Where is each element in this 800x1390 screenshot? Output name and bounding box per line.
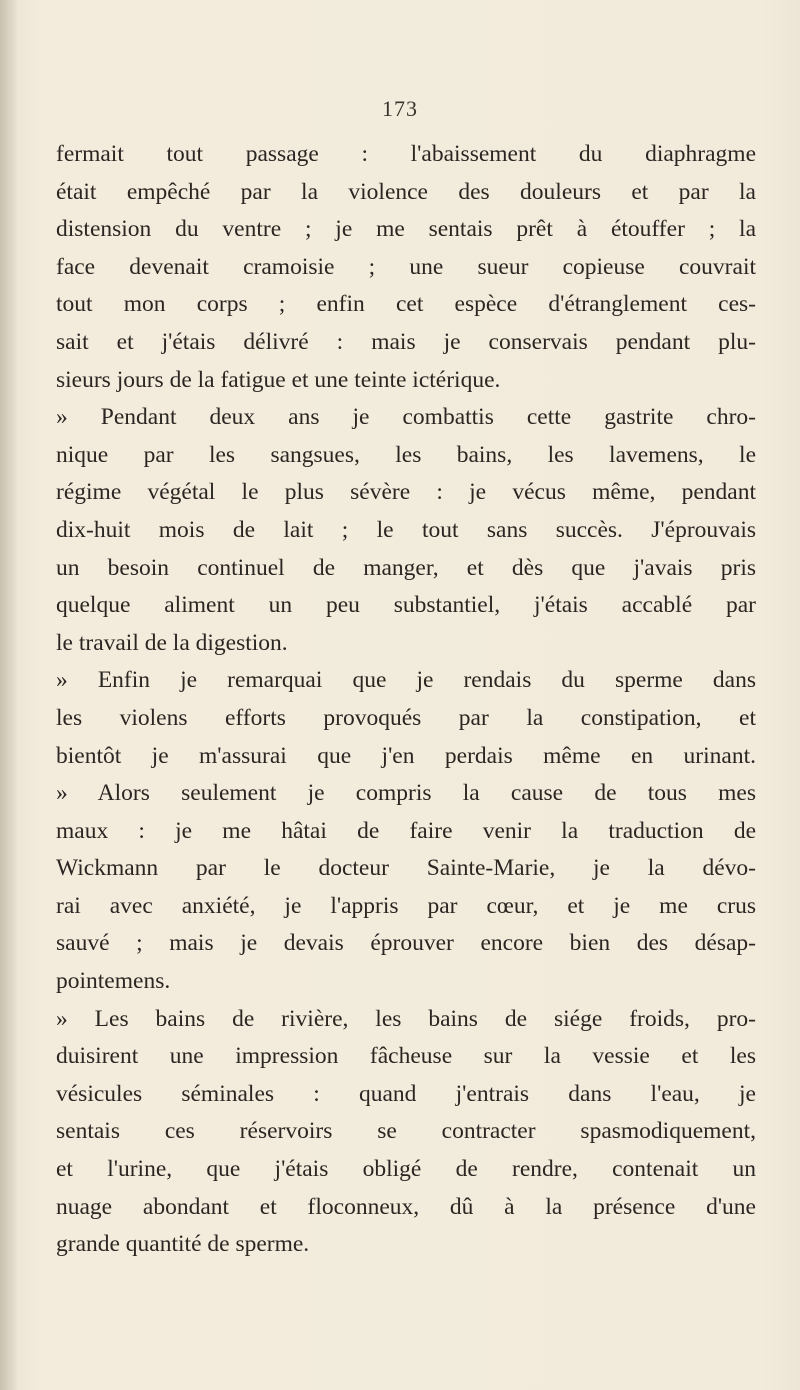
text-line: grande quantité de sperme.	[56, 1231, 310, 1258]
text-line: » Enfin je remarquai que je rendais du sperme dans	[56, 667, 756, 694]
text-line: sait et j'étais délivré : mais je conservais pendant plu-	[56, 328, 756, 355]
text-line: maux : je me hâtai de faire venir la traduction de	[56, 817, 756, 844]
text-line: » Alors seulement je compris la cause de tous mes	[56, 780, 756, 807]
text-line: un besoin continuel de manger, et dès que j'avais pris	[56, 554, 756, 581]
text-line: vésicules séminales : quand j'entrais dans l'eau, je	[56, 1080, 756, 1107]
text-line: sieurs jours de la fatigue et une teinte ictérique.	[56, 366, 501, 393]
text-line: pointemens.	[56, 968, 171, 995]
text-line: nuage abondant et floconneux, dû à la présence d'une	[56, 1193, 756, 1220]
text-line: rai avec anxiété, je l'appris par cœur, et je me crus	[56, 892, 756, 919]
text-line: était empêché par la violence des douleurs et par la	[56, 178, 756, 205]
page-binding-edge	[0, 0, 18, 1390]
text-line: duisirent une impression fâcheuse sur la vessie et les	[56, 1043, 756, 1070]
text-line: bientôt je m'assurai que j'en perdais même en urinant.	[56, 742, 756, 769]
text-line: Wickmann par le docteur Sainte-Marie, je la dévo-	[56, 855, 756, 882]
text-line: face devenait cramoisie ; une sueur copieuse couvrait	[56, 253, 756, 280]
text-line: distension du ventre ; je me sentais prêt à étouffer ; la	[56, 216, 756, 243]
page-number: 173	[382, 96, 418, 121]
text-line: fermait tout passage : l'abaissement du diaphragme	[56, 141, 756, 167]
text-line: nique par les sangsues, les bains, les lavemens, le	[56, 441, 756, 468]
text-line: dix-huit mois de lait ; le tout sans succès. J'éprouvais	[56, 516, 756, 543]
text-line: quelque aliment un peu substantiel, j'étais accablé par	[56, 592, 756, 619]
body-text	[56, 136, 756, 1264]
text-line: le travail de la digestion.	[56, 629, 288, 656]
text-line: régime végétal le plus sévère : je vécus même, pendant	[56, 479, 756, 506]
text-line: » Les bains de rivière, les bains de siége froids, pro-	[56, 1005, 756, 1032]
text-line: » Pendant deux ans je combattis cette gastrite chro-	[56, 404, 756, 431]
text-line: tout mon corps ; enfin cet espèce d'étranglement ces-	[56, 291, 756, 318]
text-line: les violens efforts provoqués par la constipation, et	[56, 704, 756, 731]
text-line: et l'urine, que j'étais obligé de rendre, contenait un	[56, 1156, 756, 1183]
text-line: sentais ces réservoirs se contracter spasmodiquement,	[56, 1118, 756, 1145]
text-line: sauvé ; mais je devais éprouver encore bien des désap-	[56, 930, 756, 957]
